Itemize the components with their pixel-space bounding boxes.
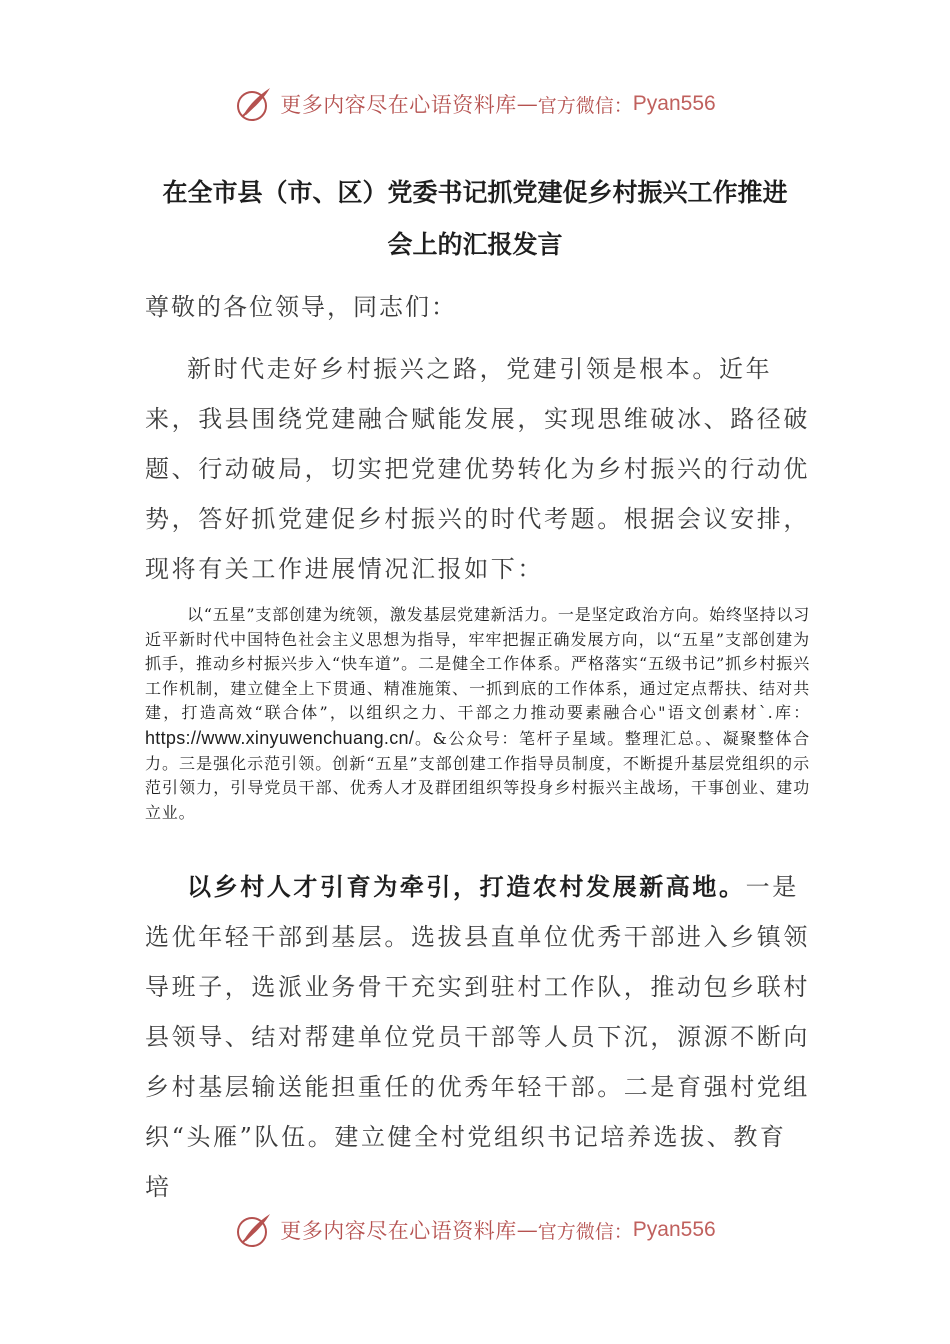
- footer-watermark-banner: [0, 1208, 950, 1252]
- banner-main-text: 更多内容尽在心语资料库: [280, 1219, 517, 1243]
- paragraph-intro: 新时代走好乡村振兴之路，党建引领是根本。近年来，我县围绕党建融合赋能发展，实现思维破冰、路径破题、行动破局，切实把党建优势转化为乡村振兴的行动优势，答好抓党建促乡村振兴的时代考题。根据会议安排，现将有关工作进展情况汇报如下：: [145, 355, 810, 583]
- banner-wechat-id: Pyan556: [632, 1218, 716, 1241]
- salutation: 尊敬的各位领导，同志们：: [145, 293, 457, 321]
- quill-logo-icon: [234, 1210, 274, 1250]
- title-line-1: 在全市县（市、区）党委书记抓党建促乡村振兴工作推进: [162, 178, 788, 207]
- paragraph-talent: [145, 862, 810, 1212]
- banner-dash: —: [516, 92, 538, 116]
- banner-dash: —: [516, 1218, 538, 1242]
- banner-wechat-label: 官方微信：: [537, 1220, 633, 1243]
- paragraph-five-star-text-b: 。&公众号：笔杆子星域。整理汇总。、凝聚整体合力。三是强化示范引领。创新“五星”支部创建工作指导员制度，不断提升基层党组织的示范引领力，引导党员干部、优秀人才及群团组织等投身乡村振兴主战场，干事创业、建功立业。: [145, 728, 810, 822]
- banner-wechat-id: Pyan556: [632, 92, 716, 115]
- quill-logo-icon: [234, 84, 274, 124]
- source-url-link[interactable]: https://www.xinyuwenchuang.cn/: [145, 727, 415, 748]
- banner-main-text: 更多内容尽在心语资料库: [280, 93, 517, 117]
- banner-wechat-label: 官方微信：: [537, 94, 633, 117]
- paragraph-talent-text: 一是选优年轻干部到基层。选拔县直单位优秀干部进入乡镇领导班子，选派业务骨干充实到驻村工作队，推动包乡联村县领导、结对帮建单位党员干部等人员下沉，源源不断向乡村基层输送能担重任的优秀年轻干部。二是育强村党组织“头雁”队伍。建立健全村党组织书记培养选拔、教育培: [145, 873, 810, 1201]
- paragraph-five-star: [145, 603, 810, 825]
- header-watermark-banner: [0, 82, 950, 126]
- title-line-2: 会上的汇报发言: [387, 230, 563, 259]
- paragraph-five-star-text-a: 以“五星”支部创建为统领，激发基层党建新活力。一是坚定政治方向。始终坚持以习近平新时代中国特色社会主义思想为指导，牢牢把握正确发展方向，以“五星”支部创建为抓手，推动乡村振兴步入“快车道”。二是健全工作体系。严格落实“五级书记”抓乡村振兴工作机制，建立健全上下贯通、精准施策、一抓到底的工作体系，通过定点帮扶、结对共建，打造高效“联合体”，以组织之力、干部之力推动要素融合心"语文创素材`.库：: [145, 605, 810, 723]
- paragraph-talent-lead: 以乡村人才引育为牵引，打造农村发展新高地。: [187, 872, 746, 901]
